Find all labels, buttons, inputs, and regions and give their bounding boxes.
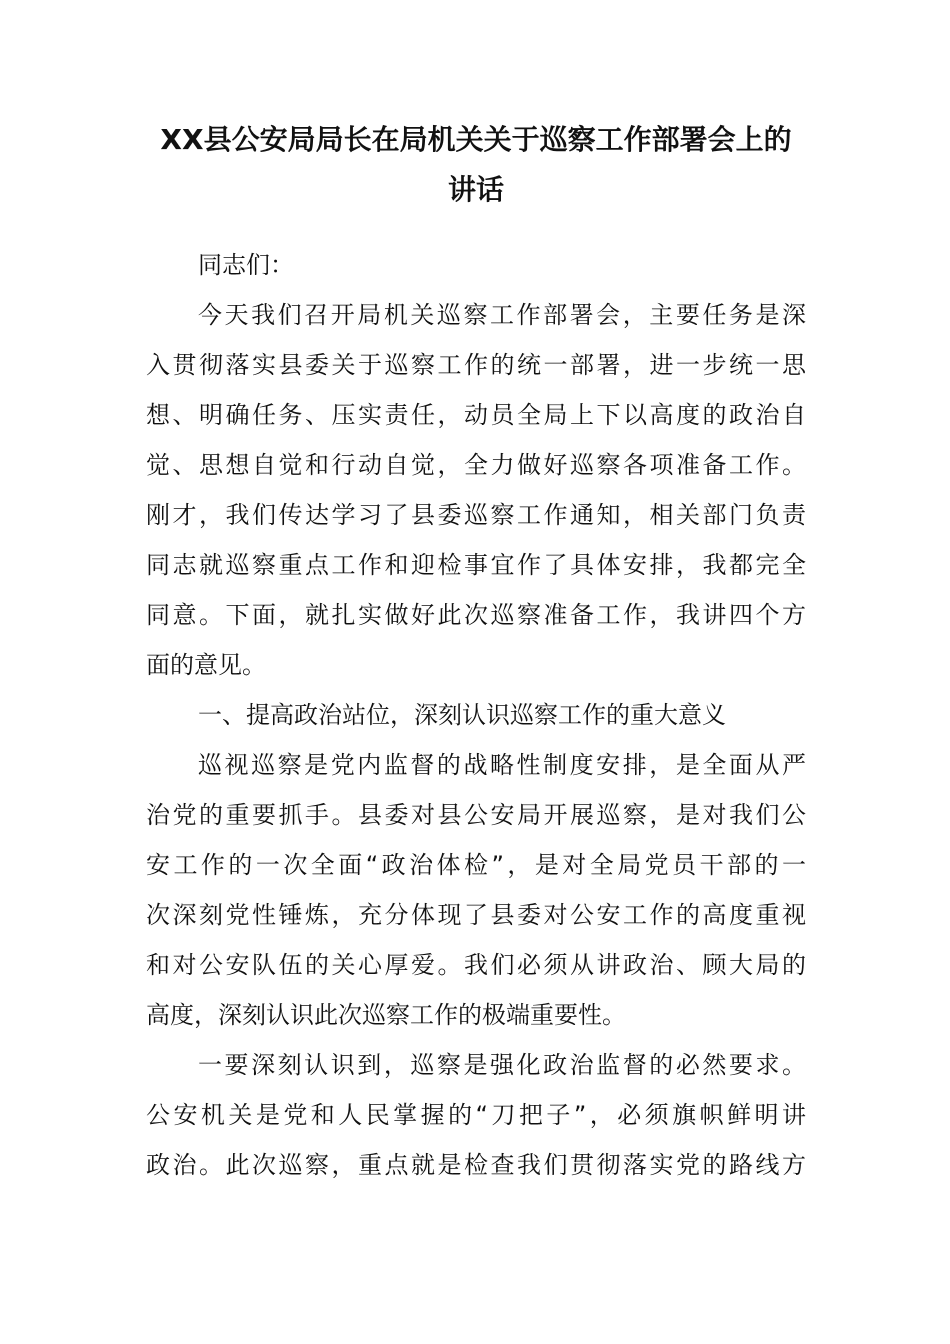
document-body xyxy=(146,240,806,1190)
paragraphs xyxy=(146,290,806,1190)
paragraph xyxy=(146,290,806,690)
paragraph xyxy=(146,740,806,1040)
section-heading xyxy=(146,690,806,740)
salutation: 同志们： xyxy=(198,251,294,279)
document-title-line-2: 讲话 xyxy=(447,173,504,206)
paragraph xyxy=(146,1040,806,1190)
text-line: 一、提高政治站位，深刻认识巡察工作的重大意义 xyxy=(198,701,726,729)
text-line: 政治。此次巡察，重点就是检查我们贯彻落实党的路线方 xyxy=(146,1151,806,1179)
text-line: 次深刻党性锤炼，充分体现了县委对公安工作的高度重视 xyxy=(146,901,806,929)
text-line: 和对公安队伍的关心厚爱。我们必须从讲政治、顾大局的 xyxy=(146,951,806,979)
text-line: 入贯彻落实县委关于巡察工作的统一部署，进一步统一思 xyxy=(146,351,806,379)
text-line: 想、明确任务、压实责任，动员全局上下以高度的政治自 xyxy=(146,401,806,429)
text-line: 今天我们召开局机关巡察工作部署会，主要任务是深 xyxy=(198,301,806,329)
text-line: 刚才，我们传达学习了县委巡察工作通知，相关部门负责 xyxy=(146,501,806,529)
text-line: 觉、思想自觉和行动自觉，全力做好巡察各项准备工作。 xyxy=(146,451,806,479)
text-line: 公安机关是党和人民掌握的“刀把子”，必须旗帜鲜明讲 xyxy=(146,1101,806,1129)
text-line: 治党的重要抓手。县委对县公安局开展巡察，是对我们公 xyxy=(146,801,806,829)
text-line: 巡视巡察是党内监督的战略性制度安排，是全面从严 xyxy=(198,751,806,779)
text-line: 面的意见。 xyxy=(146,651,266,679)
text-line: 一要深刻认识到，巡察是强化政治监督的必然要求。 xyxy=(198,1051,806,1079)
text-line: 高度，深刻认识此次巡察工作的极端重要性。 xyxy=(146,1001,626,1029)
text-line: 安工作的一次全面“政治体检”，是对全局党员干部的一 xyxy=(146,851,806,879)
text-line: 同志就巡察重点工作和迎检事宜作了具体安排，我都完全 xyxy=(146,551,806,579)
document-title-line-1: XX县公安局局长在局机关关于巡察工作部署会上的 xyxy=(160,123,792,156)
text-line: 同意。下面，就扎实做好此次巡察准备工作，我讲四个方 xyxy=(146,601,806,629)
